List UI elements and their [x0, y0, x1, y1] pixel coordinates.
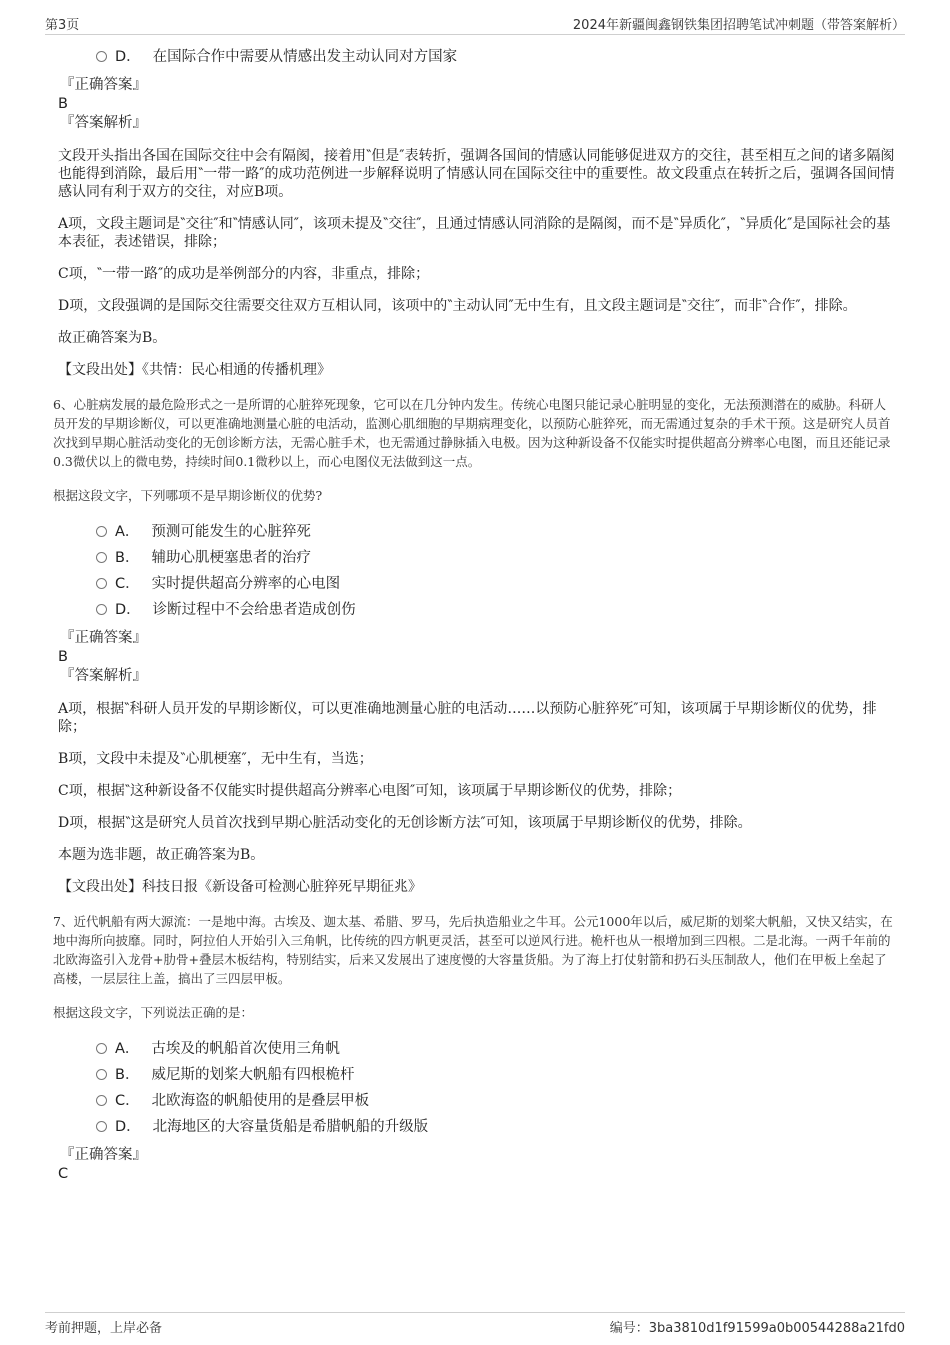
prev-options	[96, 44, 896, 70]
radio-icon[interactable]	[96, 51, 107, 62]
answer-value: B	[58, 649, 68, 665]
analysis-paragraph: A项，根据‶科研人员开发的早期诊断仪，可以更准确地测量心脏的电活动……以预防心脏猝死″可知，该项属于早期诊断仪的优势，排除；	[58, 701, 877, 735]
analysis-label: 『答案解析』	[60, 668, 147, 684]
document-code: 编号：3ba3810d1f91599a0b00544288a21fd0	[609, 1321, 905, 1336]
radio-icon[interactable]	[96, 604, 107, 615]
question-7-answer	[56, 1146, 896, 1184]
analysis-paragraph: A项，文段主题词是‶交往″和‶情感认同″，该项未提及‶交往″，且通过情感认同消除的是隔阂，而不是‶异质化″，‶异质化″是国际社会的基本表征，表述错误，排除；	[58, 216, 891, 250]
radio-icon[interactable]	[96, 526, 107, 537]
question-6-prompt: 根据这段文字，下列哪项不是早期诊断仪的优势?	[53, 488, 323, 503]
question-6-answer	[56, 629, 896, 686]
page-content	[53, 46, 896, 1184]
document-title: 2024年新疆闽鑫钢铁集团招聘笔试冲刺题（带答案解析）	[572, 18, 905, 33]
answer-label: 『正确答案』	[60, 630, 147, 646]
radio-icon[interactable]	[96, 552, 107, 563]
answer-label: 『正确答案』	[60, 1147, 147, 1163]
radio-icon[interactable]	[96, 1121, 107, 1132]
answer-value: C	[58, 1166, 69, 1182]
question-7-text: 7、近代帆船有两大源流：一是地中海。古埃及、迦太基、希腊、罗马，先后执造船业之牛耳。公元1000年以后，威尼斯的划桨大帆船，又快又结实，在地中海所向披靡。同时，阿拉伯人开始引入三角帆，比传统的四方帆更灵活，甚至可以逆风行进。桅杆也从一根增加到三四根。二是北海。一两千年前的北欧海盗引入龙骨+肋骨+叠层木板结构，特别结实，后来又发展出了速度慢的大容量货船。为了海上打仗射箭和扔石头压制敌人，他们在甲板上垒起了高楼，一层层往上盖，搞出了三四层甲板。	[53, 914, 893, 986]
answer-label: 『正确答案』	[60, 77, 147, 93]
option-a[interactable]: A． 预测可能发生的心脏猝死	[96, 519, 896, 545]
radio-icon[interactable]	[96, 578, 107, 589]
analysis-paragraph: 文段开头指出各国在国际交往中会有隔阂，接着用‶但是″表转折，强调各国间的情感认同能够促进双方的交往，甚至相互之间的诸多隔阂也能得到消除，最后用‶一带一路″的成功范例进一步解释说明了情感认同在国际交往中的重要性。故文段重点在转折之后，强调各国间情感认同有利于双方的交往，对应B项。	[58, 148, 895, 200]
analysis-paragraph: D项，文段强调的是国际交往需要交往双方互相认同，该项中的‶主动认同″无中生有，且文段主题词是‶交往″，而非‶合作″，排除。	[58, 298, 857, 314]
question-7-prompt: 根据这段文字，下列说法正确的是：	[53, 1005, 254, 1020]
option-a[interactable]: A． 古埃及的帆船首次使用三角帆	[96, 1036, 896, 1062]
analysis-paragraph: C项，‶一带一路″的成功是举例部分的内容，非重点，排除；	[58, 266, 430, 282]
footer-slogan: 考前押题，上岸必备	[45, 1321, 163, 1336]
analysis-paragraph: 本题为选非题，故正确答案为B。	[58, 847, 265, 863]
radio-icon[interactable]	[96, 1095, 107, 1106]
analysis-label: 『答案解析』	[60, 115, 147, 131]
question-6-text: 6、心脏病发展的最危险形式之一是所谓的心脏猝死现象，它可以在几分钟内发生。传统心电图只能记录心脏明显的变化，无法预测潜在的威胁。科研人员开发的早期诊断仪，可以更准确地测量心脏的电活动，监测心肌细胞的早期病理变化，以预防心脏猝死，而无需通过复杂的手术干预。这是研究人员首次找到早期心脏活动变化的无创诊断方法，无需心脏手术，也无需通过静脉插入电极。因为这种新设备不仅能实时提供超高分辨率心电图，而且还能记录0.3微伏以上的微电势，持续时间0.1微秒以上，而心电图仪无法做到这一点。	[53, 397, 891, 469]
analysis-paragraph: C项，根据‶这种新设备不仅能实时提供超高分辨率心电图″可知，该项属于早期诊断仪的优势，排除；	[58, 783, 682, 799]
option-d[interactable]: D． 北海地区的大容量货船是希腊帆船的升级版	[96, 1114, 896, 1140]
page-number: 第3页	[45, 18, 80, 33]
option-d[interactable]: D． 在国际合作中需要从情感出发主动认同对方国家	[96, 44, 896, 70]
option-b[interactable]: B． 威尼斯的划桨大帆船有四根桅杆	[96, 1062, 896, 1088]
page-header	[45, 14, 905, 35]
page-footer	[45, 1312, 905, 1335]
analysis-paragraph: B项，文段中未提及‶心肌梗塞″，无中生有，当选；	[58, 751, 373, 767]
option-c[interactable]: C． 北欧海盗的帆船使用的是叠层甲板	[96, 1088, 896, 1114]
radio-icon[interactable]	[96, 1043, 107, 1054]
analysis-paragraph: 故正确答案为B。	[58, 330, 167, 346]
prev-answer	[56, 76, 896, 133]
question-7-options	[96, 1036, 896, 1140]
source-citation: 【文段出处】科技日报《新设备可检测心脏猝死早期征兆》	[58, 879, 422, 895]
question-6-options	[96, 519, 896, 623]
option-d[interactable]: D． 诊断过程中不会给患者造成创伤	[96, 597, 896, 623]
source-citation: 【文段出处】《共情：民心相通的传播机理》	[58, 362, 331, 378]
answer-value: B	[58, 96, 68, 112]
option-b[interactable]: B． 辅助心肌梗塞患者的治疗	[96, 545, 896, 571]
analysis-paragraph: D项，根据‶这是研究人员首次找到早期心脏活动变化的无创诊断方法″可知，该项属于早期诊断仪的优势，排除。	[58, 815, 752, 831]
radio-icon[interactable]	[96, 1069, 107, 1080]
option-c[interactable]: C． 实时提供超高分辨率的心电图	[96, 571, 896, 597]
